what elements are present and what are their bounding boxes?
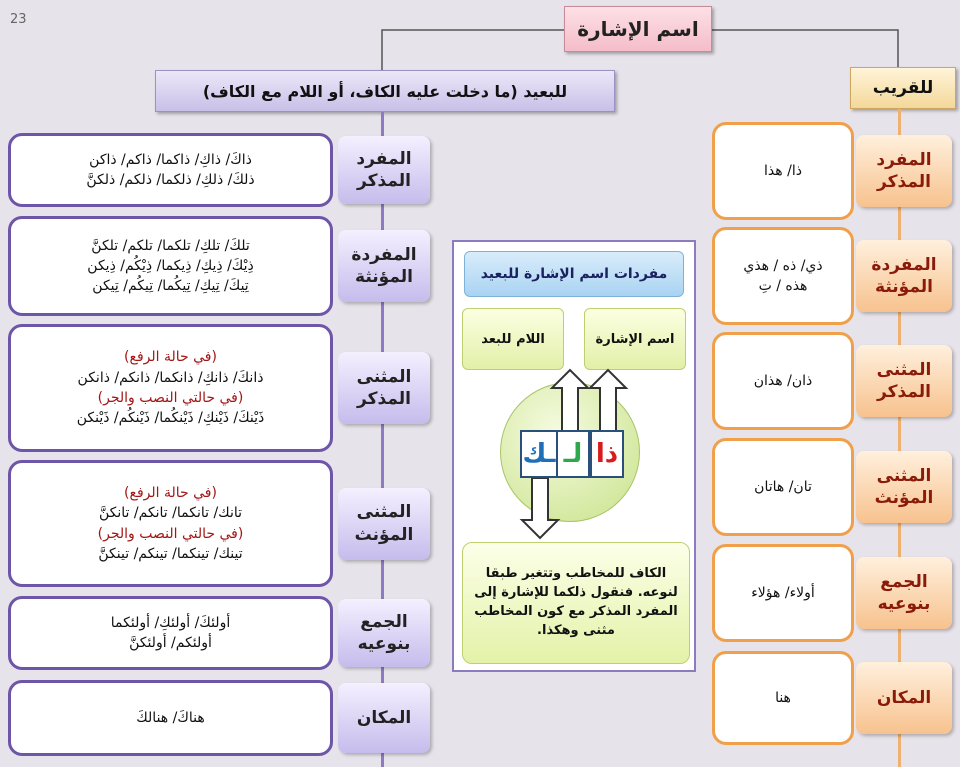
near-row-3-label	[856, 451, 952, 523]
far-row-3-label-line: المؤنث	[354, 524, 414, 545]
far-row-4-label-line: بنوعيه	[357, 634, 411, 654]
near-row-2-line: ذان/ هذان	[753, 372, 813, 389]
near-row-1-label-line: المفردة	[871, 254, 937, 275]
near-row-5-line: هنا	[775, 689, 791, 706]
near-row-0-values	[712, 122, 854, 220]
far-row-3-line: (في حالة الرفع)	[124, 484, 217, 501]
far-row-2-label-line: المثنى	[356, 366, 412, 387]
far-row-0-line: ذاكَ/ ذاكِ/ ذاكما/ ذاكم/ ذاكن	[89, 151, 252, 168]
near-row-3-label-line: المثنى	[876, 465, 932, 486]
far-row-0-label-line: المذكر	[357, 171, 411, 191]
near-row-3-line: تان/ هاتان	[754, 478, 812, 495]
near-row-5-values	[712, 651, 854, 745]
near-header: للقريب	[850, 67, 956, 109]
near-row-2-label-line: المذكر	[877, 382, 931, 402]
far-row-0-line: ذلكَ/ ذلكِ/ ذلكما/ ذلكم/ ذلكنَّ	[86, 172, 255, 188]
far-spine	[381, 112, 384, 767]
near-row-4-label	[856, 557, 952, 629]
near-row-5-label	[856, 662, 952, 734]
near-row-2-label	[856, 345, 952, 417]
far-row-1-line: تلكَ/ تلكِ/ تلكما/ تلكم/ تلكنَّ	[91, 237, 250, 254]
far-row-1-line: ذِيْكَ/ ذِيكِ/ ذِيكما/ ذِيْكُم/ ذِيكن	[87, 257, 254, 274]
far-row-2-line: (في حالة الرفع)	[124, 349, 217, 366]
far-row-1-label-line: المفردة	[351, 244, 417, 265]
far-row-3-line: تينك/ تينكما/ تينكم/ تينكنَّ	[98, 545, 243, 562]
near-row-0-label-line: المفرد	[876, 149, 932, 170]
near-row-2-values	[712, 332, 854, 430]
far-row-0-values	[8, 133, 333, 207]
far-row-2-line: ذانكَ/ ذانكِ/ ذانكما/ ذانكم/ ذانكن	[77, 369, 264, 386]
letter-dha: ذا	[590, 430, 624, 478]
far-row-3-label	[338, 488, 430, 560]
far-row-1-line: تِيكَ/ تِيكِ/ تِيكُما/ تِيكُم/ تِيكن	[92, 278, 249, 295]
far-row-3-line: (في حالتي النصب والجر)	[97, 525, 244, 542]
far-row-2-label-line: المذكر	[357, 389, 411, 409]
near-row-5-label-line: المكان	[876, 687, 932, 708]
near-row-0-line: ذا/ هذا	[764, 162, 802, 179]
near-row-1-line: هذه / تِ	[758, 278, 808, 294]
near-row-2-label-line: المثنى	[876, 359, 932, 380]
far-row-5-label	[338, 683, 430, 753]
far-row-5-label-line: المكان	[356, 707, 412, 728]
diagram-title: اسم الإشارة	[564, 6, 712, 52]
letter-kaf: ـك	[520, 430, 558, 478]
near-row-3-label-line: المؤنث	[874, 488, 934, 508]
far-row-4-line: أولئكَ/ أولئكِ/ أولئكما	[110, 614, 231, 631]
far-row-4-label-line: الجمع	[360, 611, 408, 632]
near-row-1-line: ذي/ ذه / هذي	[743, 257, 823, 274]
center-note: الكاف للمخاطب وتتغير طبقا لنوعه. فنقول ذلكما للإشارة إلى المفرد المذكر مع كون المخاطب مثنى وهكذا.	[462, 542, 690, 664]
near-row-1-label	[856, 240, 952, 312]
far-row-3-label-line: المثنى	[356, 502, 412, 523]
letter-lam: لـ	[556, 430, 590, 478]
far-row-4-line: أولئكم/ أولئكنَّ	[129, 635, 212, 651]
far-row-0-label	[338, 136, 430, 204]
far-row-0-label-line: المفرد	[356, 148, 412, 169]
far-header: للبعيد (ما دخلت عليه الكاف، أو اللام مع الكاف)	[155, 70, 615, 112]
near-row-4-line: أولاء/ هؤلاء	[751, 584, 815, 601]
near-row-4-values	[712, 544, 854, 642]
near-row-1-values	[712, 227, 854, 325]
near-row-0-label	[856, 135, 952, 207]
far-row-1-label-line: المؤنثة	[355, 267, 413, 287]
far-row-4-label	[338, 599, 430, 667]
near-row-4-label-line: الجمع	[880, 571, 928, 592]
pointer-noun-box: اسم الإشارة	[584, 308, 686, 370]
near-row-4-label-line: بنوعيه	[877, 594, 931, 614]
far-row-4-values	[8, 596, 333, 670]
near-row-1-label-line: المؤنثة	[875, 277, 933, 297]
far-row-3-line: تانك/ تانكما/ تانكم/ تانكنَّ	[98, 505, 243, 522]
far-row-2-label	[338, 352, 430, 424]
far-row-2-values	[8, 324, 333, 452]
center-title: مفردات اسم الإشارة للبعيد	[464, 251, 684, 297]
far-row-5-values	[8, 680, 333, 756]
page-number: 23	[10, 12, 27, 27]
far-row-1-values	[8, 216, 333, 316]
far-row-3-values	[8, 460, 333, 587]
far-row-2-line: (في حالتي النصب والجر)	[97, 390, 244, 406]
far-row-5-line: هناكَ/ هنالكَ	[136, 709, 205, 726]
near-row-3-values	[712, 438, 854, 536]
far-row-1-label	[338, 230, 430, 302]
far-row-2-line: ذَيْنكَ/ ذَيْنكِ/ ذَيْنكُما/ ذَيْنكُم/ ذَيْنكن	[76, 410, 265, 427]
near-row-0-label-line: المذكر	[877, 172, 931, 192]
distance-lam-box: اللام للبعد	[462, 308, 564, 370]
